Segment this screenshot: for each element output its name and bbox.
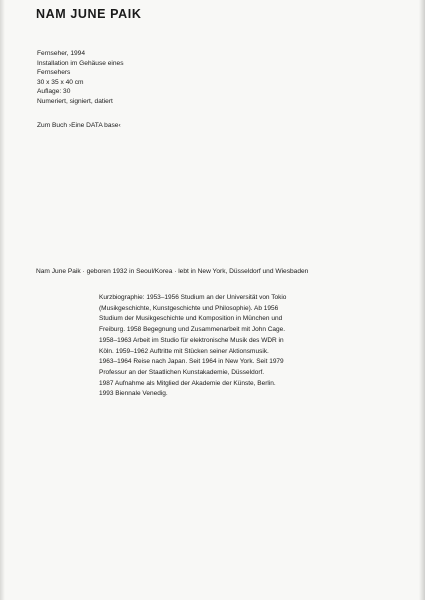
bio-line: Köln. 1959–1962 Auftritte mit Stücken seiner Aktionsmusik. [99,347,269,355]
artist-summary: Nam June Paik · geboren 1932 in Seoul/Korea · lebt in New York, Düsseldorf und Wiesbaden [36,268,309,275]
bio-line: Freiburg. 1958 Begegnung und Zusammenarbeit mit John Cage. [99,326,286,334]
work-edition: Auflage: 30 [37,88,71,96]
artist-title: NAM JUNE PAIK [36,7,142,21]
bio-line: Studium der Musikgeschichte und Komposition in München und [99,315,283,323]
work-signature-note: Numeriert, signiert, datiert [37,97,113,105]
work-title: Fernseher, 1994 [37,50,86,57]
bio-line: (Musikgeschichte, Kunstgeschichte und Philosophie). Ab 1956 [99,304,279,312]
short-biography [99,293,339,400]
bio-line: Kurzbiographie: 1953–1956 Studium an der Universität von Tokio [99,294,287,301]
book-note: Zum Buch ›Eine DATA base‹ [37,122,121,129]
work-details [37,49,124,107]
page-edge-shadow-right [419,0,425,600]
bio-line: Professur an der Staatlichen Kunstakademie, Düsseldorf. [99,368,265,376]
bio-line: 1963–1964 Reise nach Japan. Seit 1964 in New York. Seit 1979 [99,358,284,366]
work-dimensions: 30 x 35 x 40 cm [37,78,84,86]
bio-line: 1987 Aufnahme als Mitglied der Akademie der Künste, Berlin. [99,379,276,387]
work-medium: Installation im Gehäuse eines [37,59,124,67]
bio-line: 1958–1963 Arbeit im Studio für elektronische Musik des WDR in [99,336,284,344]
bio-line: 1993 Biennale Venedig. [99,390,168,398]
work-medium-continued: Fernsehers [37,69,71,77]
page-edge-shadow-left [0,0,5,600]
